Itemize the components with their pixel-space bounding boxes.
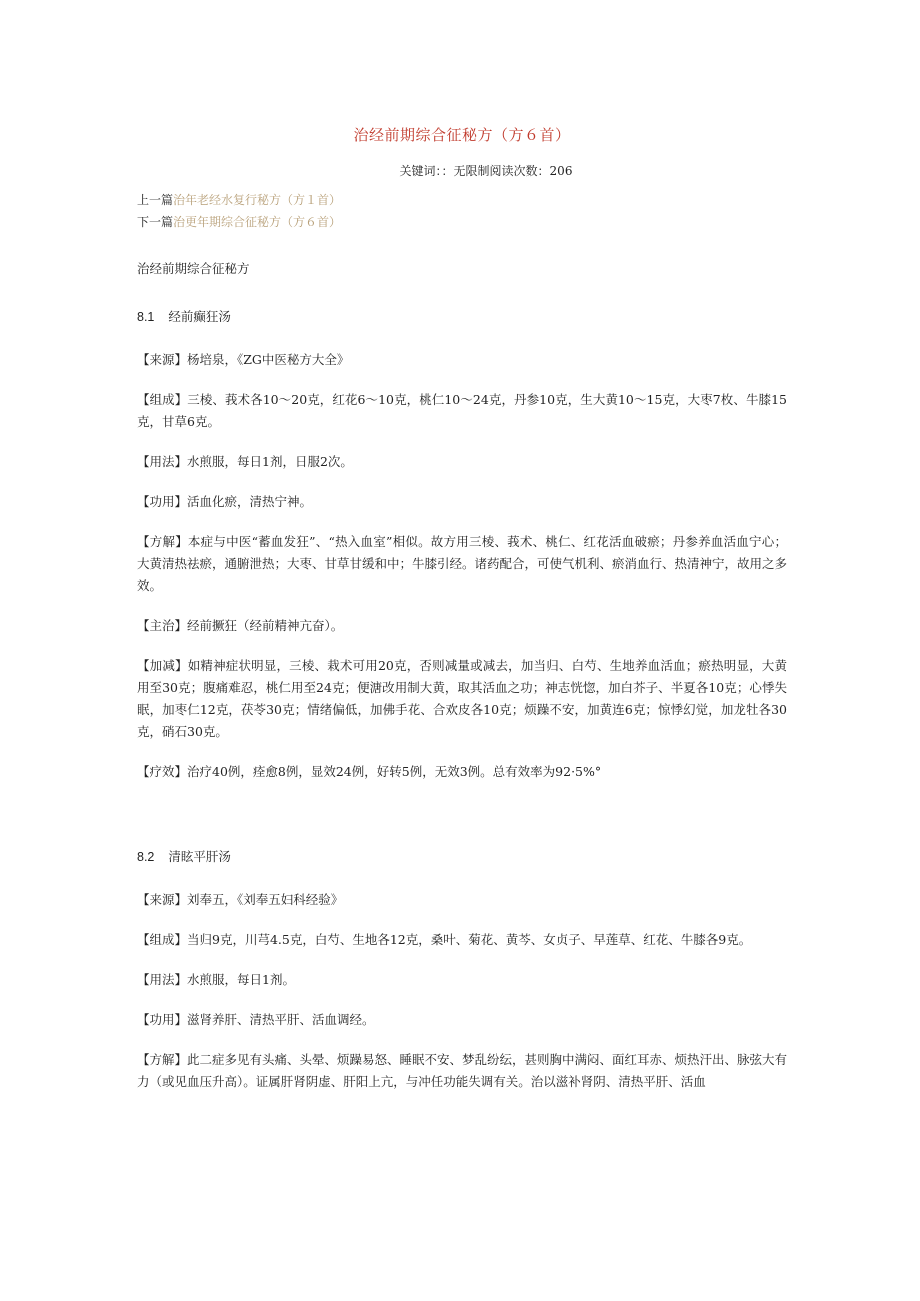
next-article-link[interactable]: 治更年期综合征秘方（方６首） bbox=[173, 215, 342, 229]
recipe-source: 【来源】刘奉五，《刘奉五妇科经验》 bbox=[137, 892, 344, 907]
recipe-heading bbox=[137, 307, 787, 327]
recipe-function: 【功用】滋肾养肝、清热平肝、活血调经。 bbox=[137, 1012, 375, 1027]
recipe-source: 【来源】杨培泉，《ZG中医秘方大全》 bbox=[137, 352, 350, 367]
recipe-number: 8.1 bbox=[137, 310, 155, 324]
recipe-explanation: 【方解】本症与中医“蓄血发狂”、“热入血室”相似。故方用三棱、莪术、桃仁、红花活血破瘀；丹参养血活血宁心；大黄清热祛瘀，通腑泄热；大枣、甘草甘缓和中；牛膝引经。诸药配合，可使气机利、瘀消血行、热清神宁，故用之多效。 bbox=[137, 534, 788, 593]
recipe-modification: 【加减】如精神症状明显，三棱、栽术可用20克，否则减量或减去，加当归、白芍、生地养血活血；瘀热明显，大黄用至30克；腹痛难忍，桃仁用至24克；便溏改用制大黄，取其活血之功；神志恍惚，加白芥子、半夏各10克；心悸失眠，加枣仁12克，茯苓30克；情绪偏低，加佛手花、合欢皮各10克；烦躁不安，加黄连6克；惊悸幻觉，加龙牡各30克，硝石30克。 bbox=[137, 658, 787, 739]
page-title: 治经前期综合征秘方（方６首） bbox=[353, 126, 571, 144]
recipe-indication: 【主治】经前撅狂（经前精神亢奋）。 bbox=[137, 618, 344, 633]
recipe-usage: 【用法】水煎服，每日1剂。 bbox=[137, 972, 295, 987]
recipe-name: 经前癫狂汤 bbox=[168, 309, 231, 324]
recipe-heading bbox=[137, 847, 787, 867]
article-meta: 关键词：：无限制阅读次数：206 bbox=[399, 164, 573, 178]
recipe-efficacy: 【疗效】治疗40例，痊愈8例，显效24例，好转5例，无效3例。总有效率为92·5%° bbox=[137, 764, 602, 779]
recipe-number: 8.2 bbox=[137, 850, 155, 864]
recipe-composition: 【组成】三棱、莪术各10～20克，红花6～10克，桃仁10～24克，丹参10克，生大黄10～15克，大枣7枚、牛膝15克，甘草6克。 bbox=[137, 392, 787, 429]
section-title: 治经前期综合征秘方 bbox=[137, 261, 250, 276]
prev-label: 上一篇 bbox=[137, 193, 174, 207]
recipe-usage: 【用法】水煎服，每日1剂，日服2次。 bbox=[137, 454, 353, 469]
recipe-name: 清眩平肝汤 bbox=[168, 849, 231, 864]
document-page bbox=[137, 124, 787, 1093]
next-label: 下一篇 bbox=[137, 215, 174, 229]
recipe-composition: 【组成】当归9克，川芎4.5克，白芍、生地各12克，桑叶、菊花、黄芩、女贞子、早莲草、红花、牛膝各9克。 bbox=[137, 932, 752, 947]
recipe-function: 【功用】活血化瘀，清热宁神。 bbox=[137, 494, 313, 509]
next-article bbox=[137, 211, 787, 233]
prev-article bbox=[137, 189, 787, 211]
recipe-explanation: 【方解】此二症多见有头痛、头晕、烦躁易怒、睡眠不安、梦乱纷纭，甚则胸中满闷、面红耳赤、烦热汗出、脉弦大有力（或见血压升高）。证属肝肾阴虚、肝阳上亢，与冲任功能失调有关。治以滋补肾阴、清热平肝、活血 bbox=[137, 1052, 788, 1089]
prev-article-link[interactable]: 治年老经水复行秘方（方１首） bbox=[173, 193, 342, 207]
